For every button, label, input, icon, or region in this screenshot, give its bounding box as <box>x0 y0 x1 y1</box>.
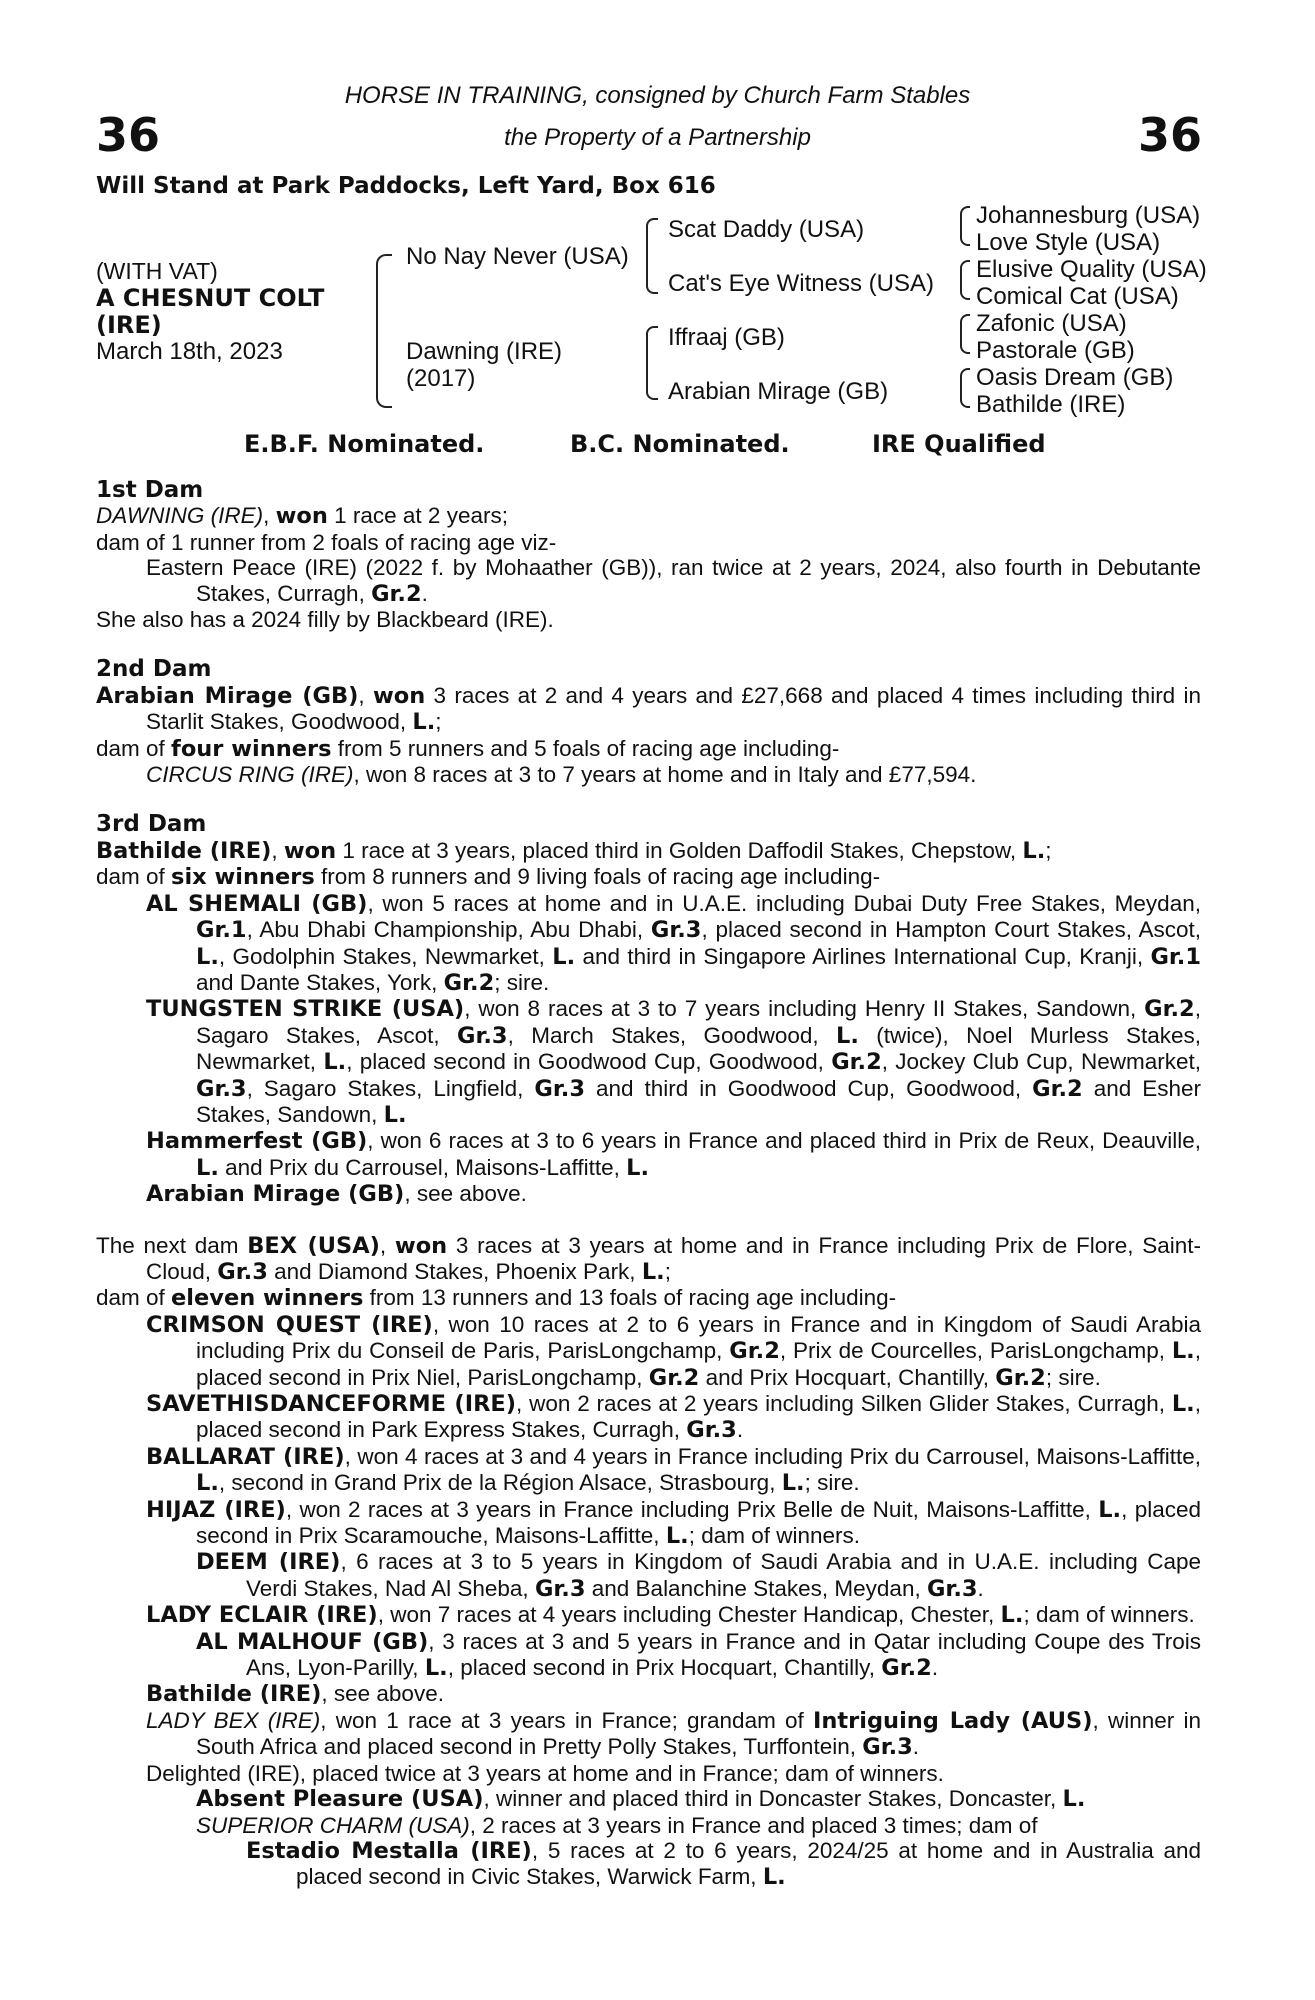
text-run: ; <box>664 1258 671 1284</box>
text-run: , 5 races at 2 to 6 years, 2024/25 at home and in Australia and placed second in Civic Stakes, Warwick Farm, <box>296 1837 1201 1890</box>
section-gap <box>96 787 1201 812</box>
pedigree-gen3-5: Zafonic (USA) <box>976 310 1127 337</box>
text-run: , March Stakes, Goodwood, <box>507 1022 837 1048</box>
text-run: won <box>394 1232 448 1259</box>
catalogue-paragraph <box>96 1128 1201 1181</box>
catalogue-paragraph <box>96 838 1201 864</box>
catalogue-paragraph <box>96 1312 1201 1391</box>
text-run: ; sire. <box>804 1470 860 1496</box>
horse-origin: (IRE) <box>96 311 162 339</box>
catalogue-paragraph <box>96 864 1201 890</box>
section-heading <box>96 478 1201 503</box>
pedigree-dam-sire: Iffraaj (GB) <box>668 324 785 351</box>
text-run: from 8 runners and 9 living foals of racing age including- <box>314 864 881 890</box>
text-run: Gr.3 <box>926 1575 978 1602</box>
text-run: L. <box>626 1154 650 1181</box>
text-run: four winners <box>171 735 332 762</box>
text-run: . <box>977 1575 984 1601</box>
catalogue-paragraph <box>96 1285 1201 1311</box>
text-run: , won 4 races at 3 and 4 years in France including Prix du Carrousel, Maisons-Laffitte, <box>344 1443 1201 1469</box>
text-run: , won 8 races at 3 to 7 years including Henry II Stakes, Sandown, <box>464 996 1145 1022</box>
text-run: won <box>275 503 328 530</box>
pedigree-gen3-4: Comical Cat (USA) <box>976 283 1179 310</box>
vat-note: (WITH VAT) <box>96 258 218 284</box>
text-run: dam of <box>96 864 172 890</box>
catalogue-paragraph <box>96 683 1201 736</box>
text-run: and third in Goodwood Cup, Goodwood, <box>584 1075 1033 1101</box>
text-run: , winner and placed third in Doncaster Stakes, Doncaster, <box>483 1786 1063 1812</box>
catalogue-paragraph <box>96 1181 1201 1207</box>
text-run: L. <box>196 1470 219 1497</box>
catalogue-paragraph <box>96 1233 1201 1286</box>
text-run: Gr.3 <box>862 1734 913 1761</box>
text-run: AL MALHOUF (GB) <box>196 1628 429 1655</box>
pedigree-sire-dam: Cat's Eye Witness (USA) <box>668 270 934 297</box>
text-run: , <box>271 837 284 863</box>
text-run: eleven winners <box>171 1285 364 1312</box>
text-run: ; sire. <box>1045 1364 1101 1390</box>
text-run: L. <box>1171 1338 1195 1365</box>
text-run: six winners <box>171 864 315 891</box>
catalogue-paragraph <box>96 1786 1201 1812</box>
text-run: 3 races at 2 and 4 years and £27,668 and placed 4 times including third in Starlit Stakes, Goodwood, <box>146 682 1202 735</box>
text-run: HIJAZ (IRE) <box>146 1496 286 1523</box>
catalogue-paragraph <box>96 607 1201 632</box>
text-run: Gr.2 <box>371 580 422 607</box>
text-run: , Sagaro Stakes, Lingfield, <box>246 1075 535 1101</box>
catalogue-paragraph <box>96 736 1201 762</box>
text-run: L. <box>1000 1602 1024 1629</box>
text-run: 2nd Dam <box>96 656 212 683</box>
bc-nomination: B.C. Nominated. <box>570 430 790 458</box>
catalogue-paragraph <box>96 1708 1201 1761</box>
header-line-2: the Property of a Partnership <box>504 124 811 151</box>
text-run: , won 5 races at home and in U.A.E. including Dubai Duty Free Stakes, Meydan, <box>367 890 1201 916</box>
text-run: Absent Pleasure (USA) <box>196 1786 484 1813</box>
pedigree-gen3-1: Johannesburg (USA) <box>976 202 1201 229</box>
text-run: L. <box>665 1523 689 1550</box>
text-run: Gr.3 <box>217 1258 268 1285</box>
text-run: , 6 races at 3 to 5 years in Kingdom of Saudi Arabia and in U.A.E. including Cape Verdi Stakes, Nad Al Sheba, <box>246 1549 1201 1601</box>
text-run: . <box>931 1655 939 1681</box>
text-run: Gr.3 <box>534 1075 585 1102</box>
text-run: ; sire. <box>494 969 550 995</box>
text-run: Eastern Peace (IRE) (2022 f. by Mohaather (GB)), ran twice at 2 years, 2024, also fourth in Debutante Stakes, Curragh, <box>146 555 1201 606</box>
location-line: Will Stand at Park Paddocks, Left Yard, Box 616 <box>96 173 716 199</box>
text-run: Gr.2 <box>831 1049 882 1076</box>
text-run: won <box>283 837 337 864</box>
lot-number-left: 36 <box>96 108 161 162</box>
foaling-date: March 18th, 2023 <box>96 338 283 365</box>
text-run: . <box>736 1417 744 1443</box>
pedigree-dam-year: (2017) <box>406 365 476 392</box>
pedigree-brace-g2 <box>960 260 970 300</box>
text-run: , <box>358 682 373 708</box>
text-run: , won 7 races at 4 years including Chester Handicap, Chester, <box>377 1602 1001 1628</box>
text-run: 1st Dam <box>96 477 204 503</box>
text-run: , placed second in Prix Hocquart, Chantilly, <box>447 1655 882 1681</box>
catalogue-paragraph <box>96 1602 1201 1628</box>
text-run: dam of 1 runner from 2 foals of racing age viz- <box>96 529 557 555</box>
catalogue-paragraph <box>96 530 1201 555</box>
text-run: L. <box>641 1258 665 1285</box>
text-run: Estadio Mestalla (IRE) <box>246 1837 532 1864</box>
text-run: , placed second in Prix Scaramouche, Maisons-Laffitte, <box>196 1496 1201 1549</box>
pedigree-dam-dam: Arabian Mirage (GB) <box>668 378 889 405</box>
header-line-1: HORSE IN TRAINING, consigned by Church Farm Stables <box>344 82 971 109</box>
catalogue-paragraph <box>96 1681 1201 1707</box>
text-run: DEEM (IRE) <box>196 1549 341 1576</box>
text-run: CIRCUS RING (IRE) <box>146 762 354 788</box>
text-run: LADY BEX (IRE) <box>146 1707 321 1733</box>
text-run: dam of <box>96 735 172 761</box>
text-run: (twice), Noel Murless Stakes, Newmarket, <box>196 1022 1202 1075</box>
text-run: , <box>379 1232 395 1258</box>
text-run: , placed second in Park Express Stakes, Curragh, <box>196 1391 1201 1443</box>
text-run: , placed second in Prix Niel, ParisLongchamp, <box>196 1338 1201 1390</box>
text-run: 1 race at 3 years, placed third in Golden Daffodil Stakes, Chepstow, <box>336 837 1023 863</box>
text-run: 1 race at 2 years; <box>327 503 508 529</box>
text-run: L. <box>1062 1786 1086 1813</box>
text-run: , Prix de Courcelles, ParisLongchamp, <box>779 1338 1172 1364</box>
catalogue-paragraph <box>96 1444 1201 1497</box>
ire-qualified: IRE Qualified <box>872 430 1046 458</box>
pedigree-sire: No Nay Never (USA) <box>406 243 629 270</box>
text-run: , won 1 race at 3 years in France; grandam of <box>320 1707 813 1733</box>
text-run: Gr.2 <box>1144 996 1195 1023</box>
text-run: L. <box>412 709 436 736</box>
text-run: Bathilde (IRE) <box>96 837 272 864</box>
text-run: from 13 runners and 13 foals of racing age including- <box>363 1285 897 1311</box>
text-run: LADY ECLAIR (IRE) <box>146 1602 378 1629</box>
text-run: DAWNING (IRE) <box>96 503 264 529</box>
text-run: Gr.3 <box>457 1022 508 1049</box>
text-run: , 3 races at 3 and 5 years in France and in Qatar including Coupe des Trois Ans, Lyon-Parilly, <box>246 1628 1202 1681</box>
text-run: L. <box>383 1101 407 1128</box>
catalogue-paragraph <box>96 996 1201 1128</box>
text-run: Gr.3 <box>650 917 702 944</box>
pedigree-brace-g1 <box>960 206 970 246</box>
text-run: from 5 runners and 5 foals of racing age including- <box>331 735 840 761</box>
text-run: SAVETHISDANCEFORME (IRE) <box>146 1391 517 1417</box>
text-run: Delighted (IRE), placed twice at 3 years at home and in France; dam of winners. <box>146 1760 944 1786</box>
text-run: , won 2 races at 3 years in France including Prix Belle de Nuit, Maisons-Laffitte, <box>285 1496 1099 1522</box>
text-run: L. <box>552 943 576 970</box>
text-run: L. <box>762 1864 786 1891</box>
pedigree-brace-g3 <box>960 314 970 354</box>
pedigree-gen3-2: Love Style (USA) <box>976 229 1161 256</box>
text-run: L. <box>323 1049 347 1076</box>
pedigree-sire-sire: Scat Daddy (USA) <box>668 216 865 243</box>
text-run: Gr.2 <box>729 1338 780 1365</box>
section-heading <box>96 657 1201 682</box>
text-run: BALLARAT (IRE) <box>146 1443 345 1470</box>
text-run: and Balanchine Stakes, Meydan, <box>585 1575 927 1601</box>
text-run: Gr.3 <box>534 1575 586 1602</box>
text-run: and Esher Stakes, Sandown, <box>196 1075 1201 1127</box>
catalogue-paragraph <box>96 503 1201 529</box>
text-run: , winner in South Africa and placed second in Pretty Polly Stakes, Turffontein, <box>196 1707 1201 1760</box>
text-run: Gr.3 <box>686 1417 737 1444</box>
pedigree-brace-main <box>376 254 392 408</box>
text-run: Gr.2 <box>443 969 495 996</box>
text-run: Bathilde (IRE) <box>146 1681 322 1708</box>
text-run: , won 6 races at 3 to 6 years in France and placed third in Prix de Reux, Deauville, <box>367 1128 1201 1154</box>
section-gap <box>96 632 1201 657</box>
text-run: , Jockey Club Cup, Newmarket, <box>881 1049 1201 1075</box>
text-run: , 2 races at 3 years in France and placed 3 times; dam of <box>469 1812 1038 1838</box>
text-run: Gr.2 <box>1032 1075 1083 1102</box>
text-run: and third in Singapore Airlines International Cup, Kranji, <box>575 943 1151 969</box>
text-run: She also has a 2024 filly by Blackbeard (IRE). <box>96 607 554 633</box>
text-run: Intriguing Lady (AUS) <box>813 1707 1093 1734</box>
lot-number-right: 36 <box>1137 108 1202 162</box>
text-run: L. <box>1171 1391 1195 1417</box>
pedigree-gen3-6: Pastorale (GB) <box>976 337 1135 364</box>
text-run: , <box>263 503 276 529</box>
text-run: L. <box>196 943 219 970</box>
text-run: The next dam <box>96 1232 248 1258</box>
pedigree-gen3-3: Elusive Quality (USA) <box>976 256 1207 283</box>
text-run: ; <box>1045 837 1052 863</box>
text-run: Gr.1 <box>1150 943 1201 970</box>
text-run: CRIMSON QUEST (IRE) <box>146 1311 433 1338</box>
text-run: , placed second in Goodwood Cup, Goodwood, <box>346 1049 832 1075</box>
catalogue-paragraph <box>96 762 1201 787</box>
text-run: , placed second in Hampton Court Stakes, Ascot, <box>701 917 1202 943</box>
text-run: AL SHEMALI (GB) <box>146 890 368 917</box>
text-run: . <box>421 580 428 606</box>
text-run: , Sagaro Stakes, Ascot, <box>196 996 1201 1048</box>
text-run: 3 races at 3 years at home and in France including Prix de Flore, Saint-Cloud, <box>146 1232 1201 1284</box>
text-run: L. <box>836 1022 859 1049</box>
pedigree-brace-sire <box>646 218 658 294</box>
text-run: ; dam of winners. <box>1023 1602 1195 1628</box>
catalogue-paragraph <box>96 1549 1201 1602</box>
catalogue-body <box>96 478 1201 1891</box>
text-run: and Diamond Stakes, Phoenix Park, <box>267 1258 642 1284</box>
catalogue-paragraph <box>96 1391 1201 1444</box>
text-run: BEX (USA) <box>247 1232 380 1259</box>
text-run: , Abu Dhabi Championship, Abu Dhabi, <box>246 917 651 943</box>
text-run: Gr.2 <box>995 1364 1046 1391</box>
pedigree-gen3-8: Bathilde (IRE) <box>976 391 1126 418</box>
text-run: L. <box>781 1470 805 1497</box>
text-run: dam of <box>96 1285 172 1311</box>
text-run: and Prix Hocquart, Chantilly, <box>699 1364 996 1390</box>
pedigree-dam: Dawning (IRE) <box>406 338 563 365</box>
catalogue-paragraph <box>96 1813 1201 1838</box>
text-run: L. <box>424 1655 448 1682</box>
ebf-nomination: E.B.F. Nominated. <box>244 430 485 458</box>
text-run: TUNGSTEN STRIKE (USA) <box>146 996 465 1023</box>
text-run: Gr.2 <box>881 1655 932 1682</box>
text-run: , see above. <box>404 1181 527 1207</box>
text-run: , Godolphin Stakes, Newmarket, <box>218 943 553 969</box>
text-run: , won 10 races at 2 to 6 years in France and in Kingdom of Saudi Arabia including Prix du Conseil de Paris, ParisLongchamp, <box>196 1311 1201 1364</box>
text-run: ; dam of winners. <box>688 1523 861 1549</box>
catalogue-paragraph <box>96 1761 1201 1786</box>
text-run: L. <box>1098 1496 1122 1523</box>
catalogue-paragraph <box>96 555 1201 607</box>
section-heading <box>96 812 1201 837</box>
text-run: Arabian Mirage (GB) <box>146 1181 405 1208</box>
text-run: SUPERIOR CHARM (USA) <box>196 1812 470 1838</box>
text-run: L. <box>1022 837 1046 864</box>
text-run: won <box>372 682 426 709</box>
pedigree-brace-dam <box>646 326 658 400</box>
text-run: Arabian Mirage (GB) <box>96 682 359 709</box>
text-run: Gr.3 <box>196 1075 247 1102</box>
text-run: Gr.1 <box>196 917 247 944</box>
text-run: and Prix du Carrousel, Maisons-Laffitte, <box>218 1154 627 1180</box>
pedigree-brace-g4 <box>960 368 970 408</box>
text-run: and Dante Stakes, York, <box>196 969 444 995</box>
text-run: Gr.2 <box>648 1364 700 1391</box>
text-run: ; <box>435 709 442 735</box>
catalogue-paragraph <box>96 1838 1201 1891</box>
text-run: Hammerfest (GB) <box>146 1128 368 1155</box>
pedigree-gen3-7: Oasis Dream (GB) <box>976 364 1174 391</box>
catalogue-paragraph <box>96 1497 1201 1550</box>
text-run: . <box>912 1734 920 1760</box>
text-run: , second in Grand Prix de la Région Alsace, Strasbourg, <box>218 1470 782 1496</box>
catalogue-paragraph <box>96 1629 1201 1682</box>
text-run: , see above. <box>321 1681 444 1707</box>
catalogue-paragraph <box>96 891 1201 997</box>
section-gap <box>96 1208 1201 1233</box>
text-run: , won 8 races at 3 to 7 years at home and in Italy and £77,594. <box>353 762 977 788</box>
text-run: 3rd Dam <box>96 811 207 838</box>
text-run: , won 2 races at 2 years including Silken Glider Stakes, Curragh, <box>516 1391 1172 1416</box>
horse-name: A CHESNUT COLT <box>96 284 325 312</box>
text-run: L. <box>196 1154 219 1181</box>
